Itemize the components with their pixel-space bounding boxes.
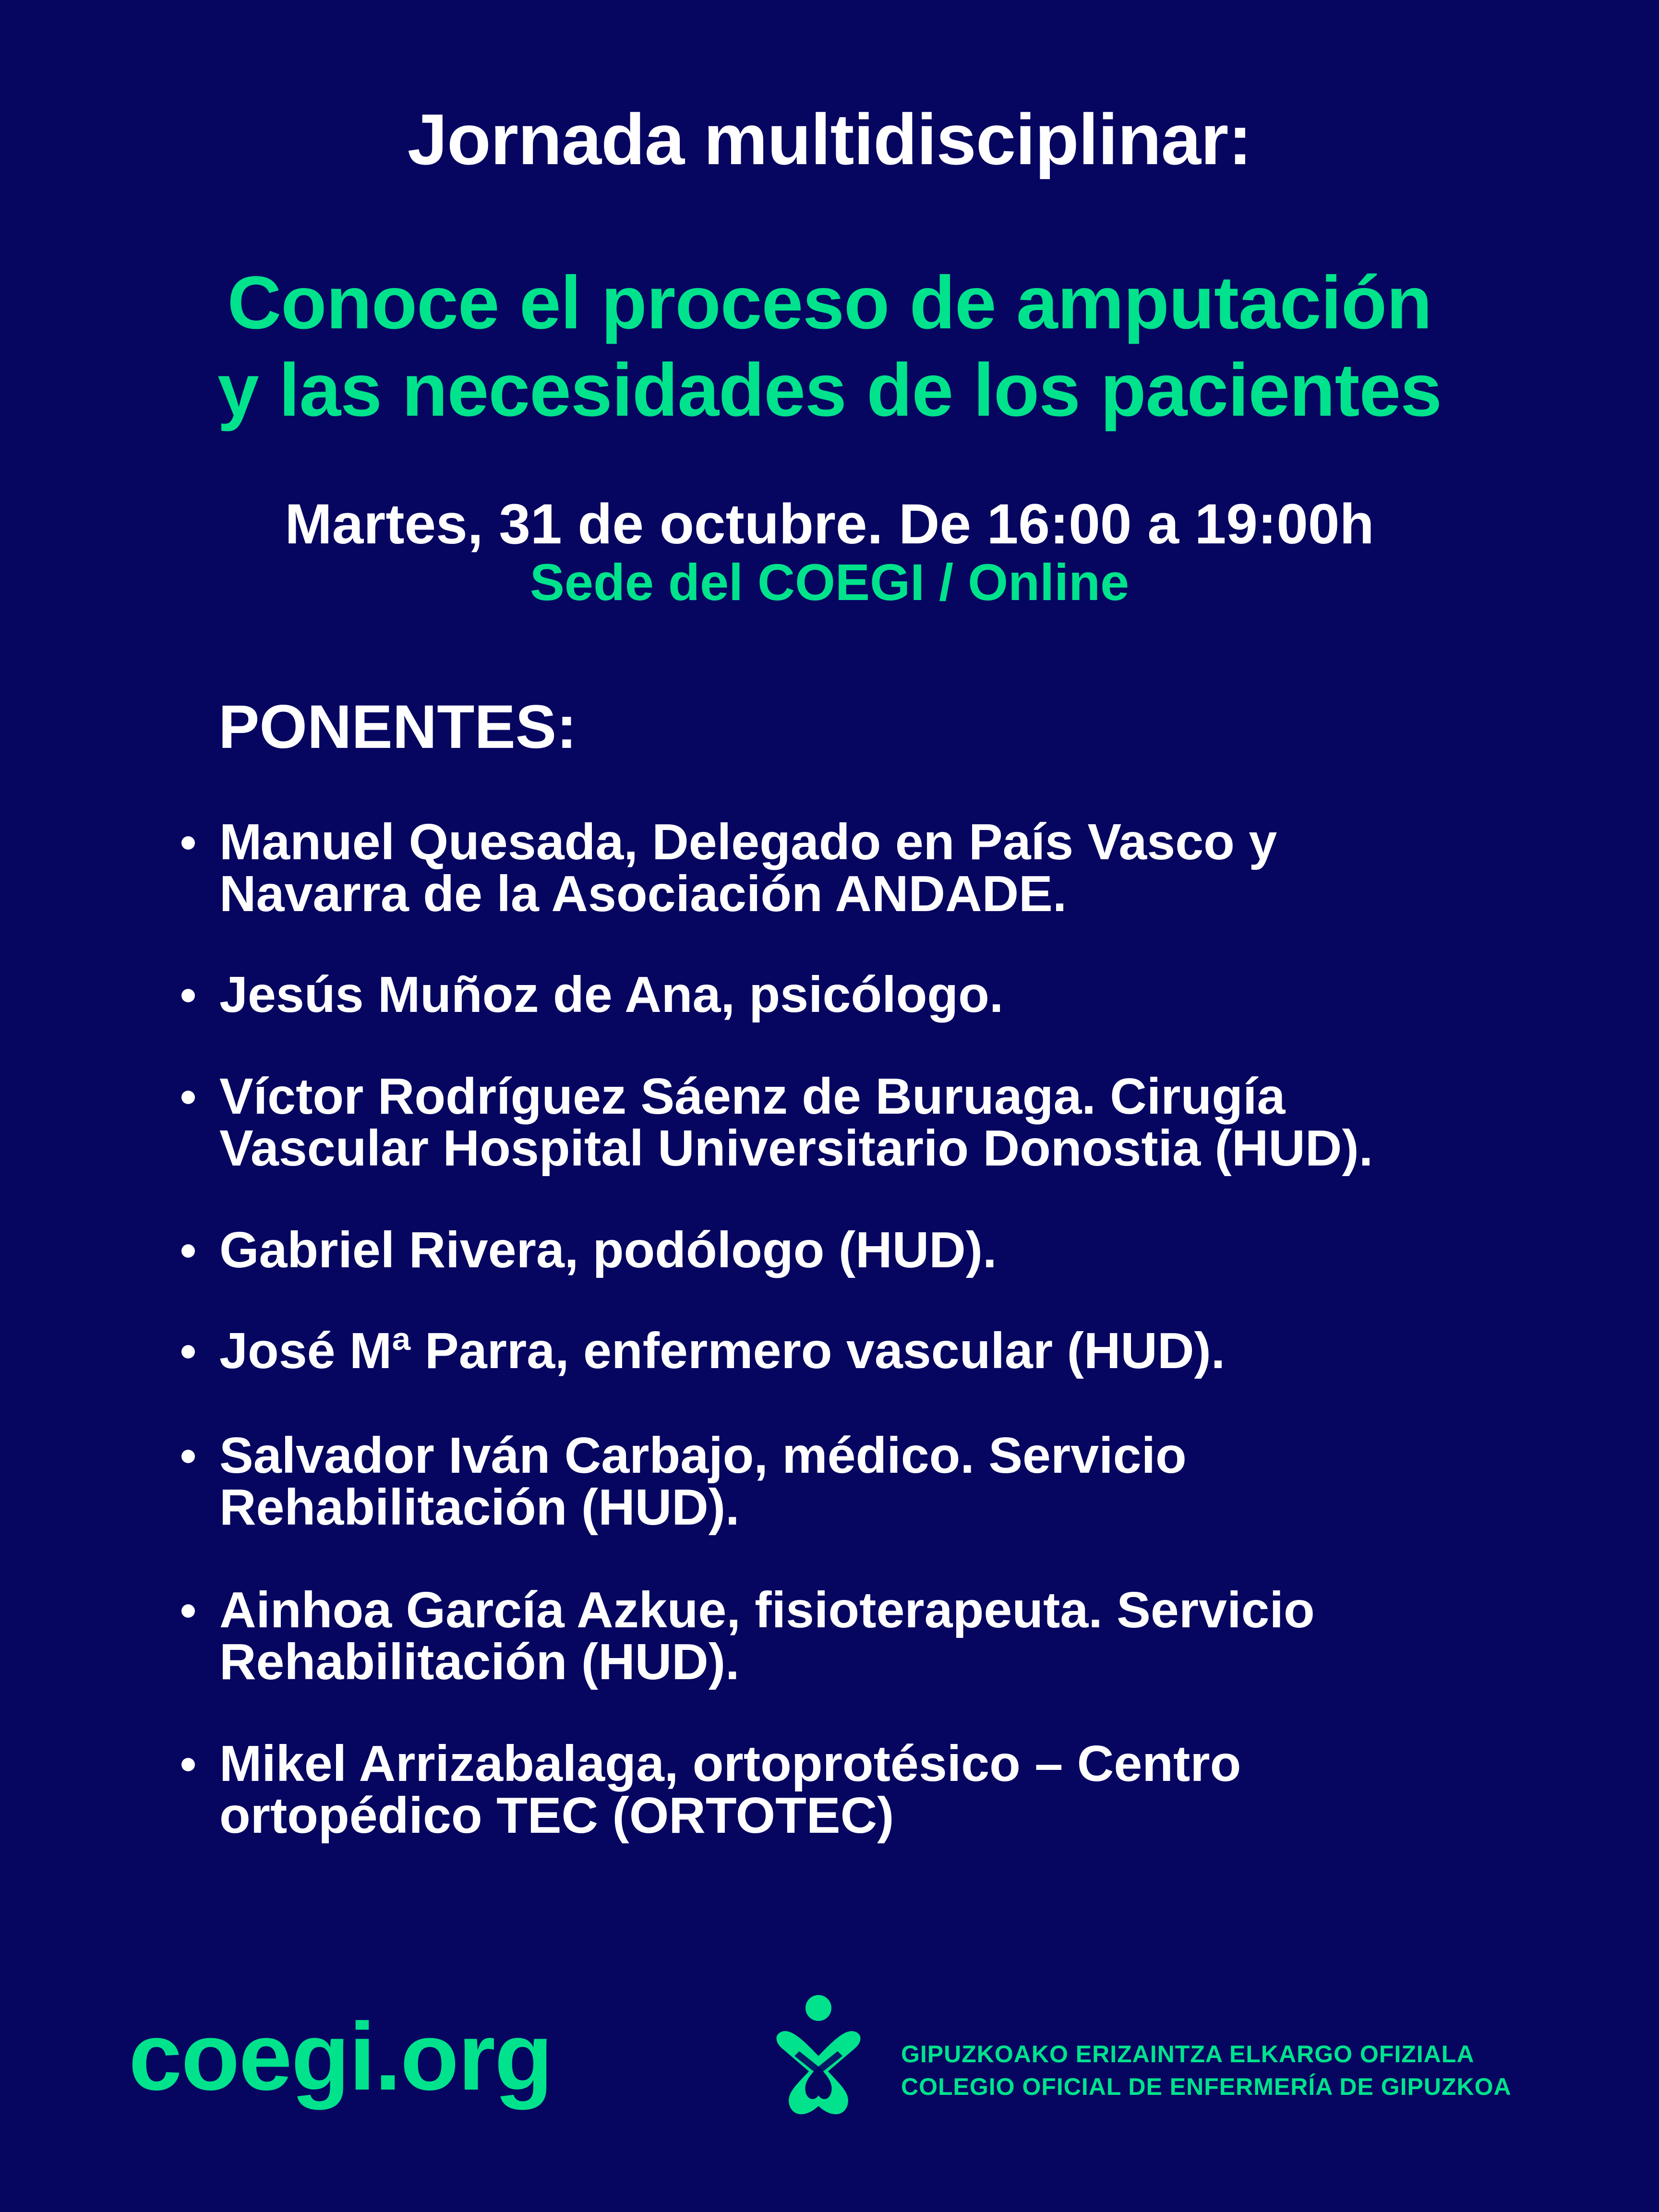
speaker-line: Navarra de la Asociación ANDADE. bbox=[219, 866, 1067, 922]
speaker-line: Víctor Rodríguez Sáenz de Buruaga. Cirugía bbox=[219, 1068, 1286, 1125]
bullet-icon bbox=[181, 1450, 195, 1463]
organization-name-eu: GIPUZKOAKO ERIZAINTZA ELKARGO OFIZIALA bbox=[901, 2041, 1475, 2068]
website-link[interactable]: coegi.org bbox=[129, 2003, 553, 2110]
speaker-line: Jesús Muñoz de Ana, psicólogo. bbox=[219, 966, 1004, 1023]
speaker-line: Gabriel Rivera, podólogo (HUD). bbox=[219, 1222, 997, 1278]
speaker-line: Salvador Iván Carbajo, médico. Servicio bbox=[219, 1427, 1187, 1484]
speaker-line: Mikel Arrizabalaga, ortoprotésico – Centro bbox=[219, 1735, 1241, 1792]
bullet-icon bbox=[181, 1345, 195, 1358]
bullet-icon bbox=[181, 989, 195, 1002]
bullet-icon bbox=[181, 836, 195, 850]
speaker-line: Manuel Quesada, Delegado en País Vasco y bbox=[219, 814, 1277, 870]
event-date-time: Martes, 31 de octubre. De 16:00 a 19:00h bbox=[285, 493, 1374, 556]
speakers-heading: PONENTES: bbox=[218, 693, 577, 761]
event-title-line-1: Conoce el proceso de amputación bbox=[227, 261, 1432, 345]
organization-name bbox=[901, 2038, 1512, 2103]
speaker-line: ortopédico TEC (ORTOTEC) bbox=[219, 1787, 894, 1844]
speaker-line: Rehabilitación (HUD). bbox=[219, 1479, 740, 1536]
speaker-line: Rehabilitación (HUD). bbox=[219, 1634, 740, 1690]
speaker-line: José Mª Parra, enfermero vascular (HUD). bbox=[219, 1322, 1226, 1379]
bullet-icon bbox=[181, 1091, 195, 1104]
bullet-icon bbox=[181, 1758, 195, 1771]
organization-name-es: COLEGIO OFICIAL DE ENFERMERÍA DE GIPUZKOA bbox=[901, 2073, 1512, 2100]
coegi-logo-icon bbox=[770, 1995, 866, 2119]
event-title bbox=[0, 259, 1659, 434]
event-title-line-2: y las necesidades de los pacientes bbox=[217, 349, 1442, 432]
event-venue: Sede del COEGI / Online bbox=[529, 553, 1130, 611]
bullet-icon bbox=[181, 1604, 195, 1618]
bullet-icon bbox=[181, 1244, 195, 1258]
speaker-line: Vascular Hospital Universitario Donostia (HUD). bbox=[219, 1120, 1373, 1177]
speaker-line: Ainhoa García Azkue, fisioterapeuta. Servicio bbox=[219, 1582, 1315, 1638]
event-type-heading: Jornada multidisciplinar: bbox=[407, 99, 1252, 180]
